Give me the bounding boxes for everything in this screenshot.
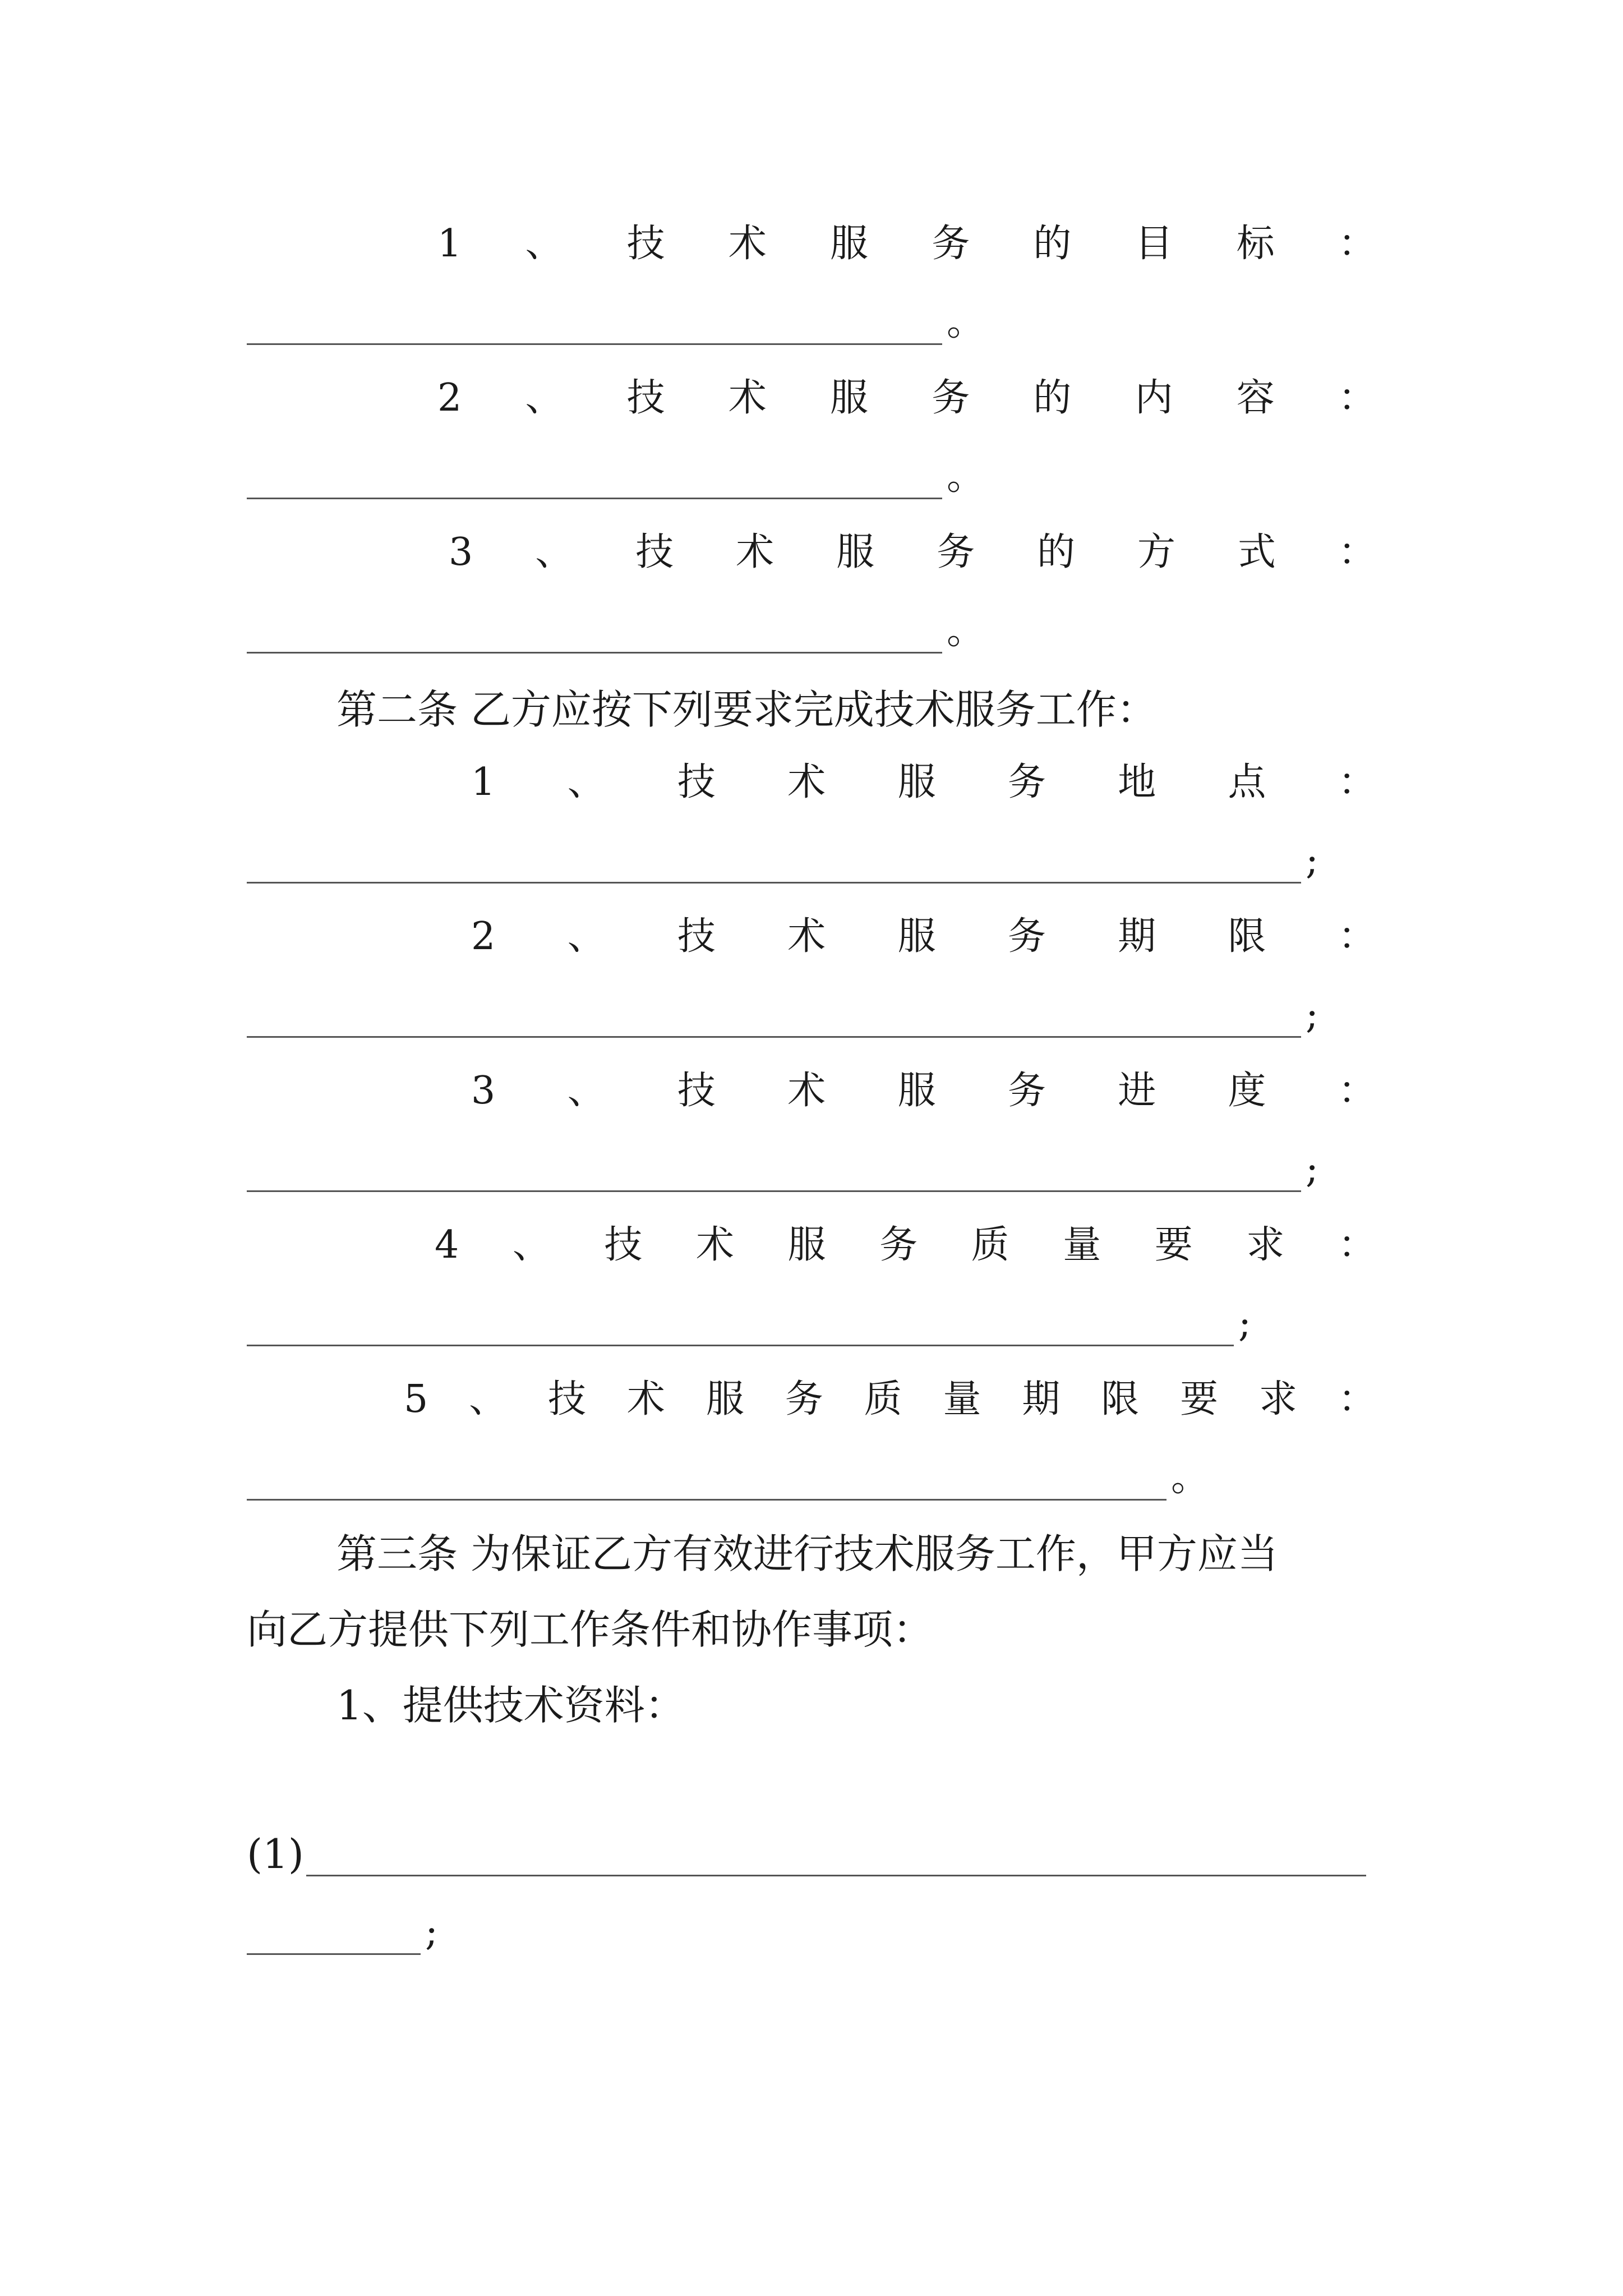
article-3-line-1: 第三条 为保证乙方有效进行技术服务工作，甲方应当 [336,1530,1278,1577]
line-end-punct: 。 [947,454,985,499]
heading-char: 服 [830,376,869,420]
heading-char: 式 [1238,530,1276,574]
line-end-punct: ; [1306,1147,1318,1191]
heading-char: 技 [677,1069,716,1113]
heading-char: 限 [1228,914,1266,959]
item-heading [471,754,1376,811]
heading-char: 技 [548,1377,587,1421]
heading-char: 术 [728,222,767,266]
fill-in-blank[interactable] [247,1920,421,1955]
heading-char: 量 [943,1377,981,1421]
heading-char: 务 [785,1377,823,1421]
heading-char: 内 [1135,376,1173,420]
heading-char: 5 [404,1377,428,1421]
heading-char: 4 [435,1223,459,1267]
heading-char: 服 [706,1377,744,1421]
blank-line [247,839,1318,884]
item-heading [471,1063,1376,1119]
heading-char: 服 [830,222,869,266]
heading-char: 期 [1022,1377,1061,1421]
blank-line [247,454,985,499]
line-end-punct: ; [1306,993,1318,1037]
heading-char: 技 [604,1223,643,1267]
blank-line [247,300,985,345]
heading-char: 标 [1236,222,1275,266]
heading-char: 、 [525,222,564,266]
item-heading [449,524,1376,581]
fill-in-blank[interactable] [247,618,942,654]
article-2-heading: 第二条 乙方应按下列要求完成技术服务工作： [336,686,1157,733]
heading-char: 技 [677,914,716,959]
heading-char: 服 [897,914,936,959]
heading-char: 2 [471,914,496,959]
heading-char: ： [1338,530,1376,574]
heading-char: 1 [471,760,496,804]
heading-char: 术 [626,1377,665,1421]
article-3-item-1: 1、提供技术资料： [336,1682,685,1729]
line-end-punct: ; [1306,839,1318,883]
blank-line [247,1910,438,1955]
heading-char: ： [1338,1377,1376,1421]
sub-item-1-line [247,1832,1366,1876]
heading-char: 方 [1137,530,1176,574]
heading-char: 质 [864,1377,902,1421]
heading-char: 2 [437,376,462,420]
heading-char: 术 [787,1069,826,1113]
blank-line [247,1147,1318,1192]
heading-char: 度 [1228,1069,1266,1113]
heading-char: 术 [736,530,774,574]
heading-char: ： [1338,1223,1376,1267]
heading-char: 务 [1007,914,1046,959]
line-end-punct: ; [1238,1301,1251,1346]
heading-char: 、 [512,1223,551,1267]
heading-char: 期 [1118,914,1156,959]
heading-char: 求 [1259,1377,1298,1421]
fill-in-blank[interactable] [247,310,942,345]
heading-char: ： [1338,376,1376,420]
item-heading [437,370,1376,426]
fill-in-blank[interactable] [247,1465,1166,1501]
heading-char: 地 [1118,760,1156,804]
heading-char: 务 [1007,1069,1046,1113]
blank-line [247,1301,1251,1346]
heading-char: 、 [567,760,606,804]
heading-char: 求 [1246,1223,1285,1267]
item-heading [471,909,1376,965]
heading-char: 术 [728,376,767,420]
fill-in-blank[interactable] [247,848,1301,884]
heading-char: 务 [937,530,975,574]
heading-char: ： [1338,222,1376,266]
heading-char: 务 [1007,760,1046,804]
heading-char: ： [1338,914,1376,959]
heading-char: 技 [677,760,716,804]
fill-in-blank[interactable] [306,1841,1366,1876]
heading-char: 服 [897,1069,936,1113]
heading-char: 术 [787,760,826,804]
heading-char: 服 [787,1223,826,1267]
article-3-line-2: 向乙方提供下列工作条件和协作事项： [247,1606,934,1653]
heading-char: 、 [469,1377,508,1421]
sub-item-1-label: (1) [247,1830,304,1878]
heading-char: 务 [932,376,970,420]
heading-char: 目 [1135,222,1173,266]
heading-char: 务 [932,222,970,266]
heading-char: 技 [635,530,674,574]
heading-char: 3 [449,530,473,574]
line-end-punct: 。 [1171,1456,1210,1500]
heading-char: 务 [879,1223,918,1267]
heading-char: 技 [626,222,665,266]
heading-char: 容 [1236,376,1275,420]
heading-char: ： [1338,1069,1376,1113]
fill-in-blank[interactable] [247,1311,1234,1346]
line-end-punct: 。 [947,300,985,344]
heading-char: 术 [695,1223,734,1267]
heading-char: 1 [437,222,462,266]
heading-char: 服 [897,760,936,804]
heading-char: 3 [471,1069,496,1113]
heading-char: 要 [1180,1377,1219,1421]
item-heading [435,1217,1376,1273]
heading-char: 、 [525,376,564,420]
heading-char: 的 [1033,376,1072,420]
heading-char: 的 [1037,530,1076,574]
heading-char: 进 [1118,1069,1156,1113]
blank-line [247,1456,1209,1501]
heading-char: 要 [1154,1223,1193,1267]
heading-char: 、 [535,530,574,574]
heading-char: 质 [971,1223,1009,1267]
fill-in-blank[interactable] [247,1002,1301,1038]
fill-in-blank[interactable] [247,1157,1301,1192]
heading-char: 限 [1101,1377,1140,1421]
heading-char: 、 [567,914,606,959]
line-end-punct: ; [425,1910,438,1954]
heading-char: 点 [1228,760,1266,804]
heading-char: 量 [1063,1223,1101,1267]
heading-char: 术 [787,914,826,959]
blank-line [247,609,985,654]
heading-char: 服 [836,530,875,574]
heading-char: 、 [567,1069,606,1113]
fill-in-blank[interactable] [247,464,942,499]
item-heading [404,1372,1376,1428]
blank-line [247,993,1318,1038]
line-end-punct: 。 [947,609,985,653]
heading-char: 的 [1033,222,1072,266]
heading-char: 技 [626,376,665,420]
heading-char: ： [1338,760,1376,804]
item-heading [437,216,1376,272]
